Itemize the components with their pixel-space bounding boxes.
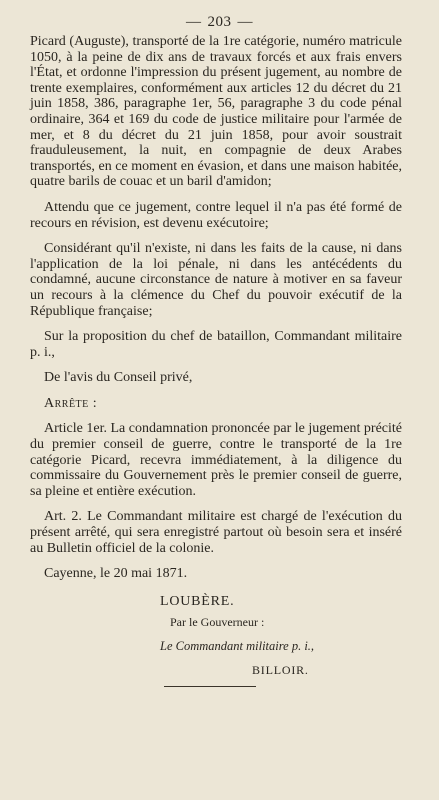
page-number (0, 14, 439, 31)
signature-commandant: BILLOIR. (252, 662, 309, 677)
article-2: Art. 2. Le Commandant militaire est chargé de l'exécution du présent arrêté, qui sera enregistré partout où besoin sera et inséré au Bulletin officiel de la colonie. (30, 509, 402, 556)
signature-by-line: Par le Gouverneur : (170, 615, 265, 630)
page-number-value: 203 (207, 14, 232, 30)
paragraph-attendu: Attendu que ce jugement, contre lequel il n'a pas été formé de recours en révision, est devenu exécutoire; (30, 199, 402, 231)
article-1: Article 1er. La condamnation prononcée par le jugement précité du premier conseil de guerre, contre le transporté de la 1re catégorie Picard, recevra immédiatement, à la diligence du commissaire du Gouvernement près le premier conseil de guerre, sa pleine et entière exécution. (30, 421, 403, 499)
paragraph-judgment: Picard (Auguste), transporté de la 1re catégorie, numéro matricule 1050, à la peine de dix ans de travaux forcés et aux frais envers l'État, et ordonne l'impression du présent jugement, au nombre de trente exemplaires, conformément aux articles 12 du décret du 21 juin 1858, 386, paragraphe 1er, 56, paragraphe 3 du code pénal ordinaire, 364 et 169 du code de justice militaire pour l'armée de mer, et 8 du décret du 21 juin 1858, pour avoir soustrait frauduleusement, la nuit, en compagnie de deux Arabes transportés, en ce moment en évasion, et dans une maison habitée, quatre barils de couac et un baril d'amidon; (30, 34, 402, 190)
date-line: Cayenne, le 20 mai 1871. (44, 566, 188, 582)
signature-block (30, 594, 402, 678)
paragraph-proposition: Sur la proposition du chef de bataillon, Commandant militaire p. i., (30, 329, 402, 360)
signature-title: Le Commandant militaire p. i., (160, 639, 315, 653)
closing-rule (164, 686, 256, 687)
paragraph-considerant: Considérant qu'il n'existe, ni dans les faits de la cause, ni dans l'application de la loi pénale, ni dans les antécédents du condamné, aucune circonstance de nature à motiver en sa faveur un recours à la clémence du Chef du pouvoir exécutif de la République française; (30, 241, 402, 319)
page-number-dash-left: — (186, 14, 202, 30)
paragraph-avis: De l'avis du Conseil privé, (44, 370, 193, 386)
page-number-dash-right: — (237, 14, 253, 30)
document-body (30, 34, 402, 678)
signature-governor: LOUBÈRE. (160, 593, 235, 609)
arrete-heading: Arrête : (44, 395, 98, 411)
